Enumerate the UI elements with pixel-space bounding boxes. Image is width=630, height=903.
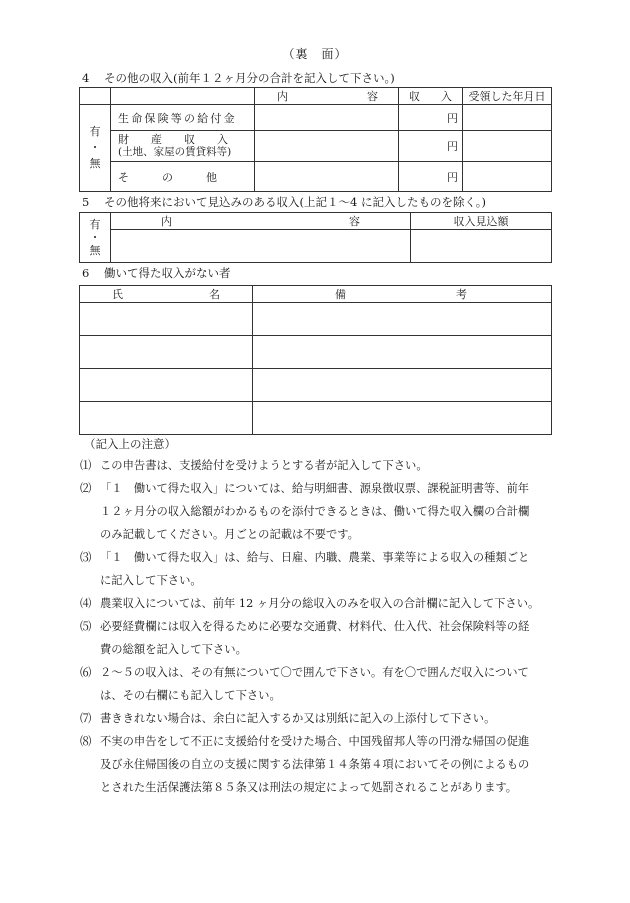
note-marker: ⑻ bbox=[80, 735, 92, 748]
section5-table bbox=[79, 212, 552, 263]
yen-unit: 円 bbox=[447, 140, 458, 153]
note-line: 必要経費欄には収入を得るために必要な交通費、材料代、仕入代、社会保険料等の経 bbox=[100, 620, 530, 633]
note-line: ２～５の収入は、その有無について〇で囲んで下さい。有を〇で囲んだ収入について bbox=[100, 666, 529, 679]
section4-row bbox=[80, 131, 552, 162]
name-field[interactable] bbox=[80, 303, 253, 336]
note-line: １２ヶ月分の収入総額がわかるものを添付できるときは、働いて得た収入欄の合計欄 bbox=[100, 504, 530, 518]
yes-label: 有 bbox=[89, 218, 101, 231]
header-blank-cell bbox=[80, 88, 111, 105]
remarks-field[interactable] bbox=[253, 369, 552, 402]
dot-separator: ・ bbox=[89, 141, 101, 154]
header-income bbox=[399, 88, 463, 105]
header-name bbox=[80, 286, 253, 303]
note-marker: ⑴ bbox=[80, 459, 92, 472]
section5-number: 5 bbox=[82, 195, 90, 209]
header-content-char: 内 bbox=[277, 90, 367, 103]
section4-row bbox=[80, 105, 552, 131]
note-line: に記入して下さい。 bbox=[100, 573, 202, 587]
header-content-char: 内 bbox=[161, 215, 349, 228]
header-income-char: 入 bbox=[441, 90, 452, 103]
note-marker: ⑺ bbox=[80, 712, 92, 725]
name-field[interactable] bbox=[80, 336, 253, 369]
note-line: 費の総額を記入して下さい。 bbox=[100, 642, 247, 656]
date-field[interactable] bbox=[463, 131, 552, 162]
header-expected-income: 収入見込額 bbox=[411, 213, 552, 230]
no-label: 無 bbox=[89, 244, 101, 257]
header-name-char: 氏 bbox=[112, 288, 209, 301]
note-item bbox=[80, 616, 560, 662]
yes-label: 有 bbox=[89, 125, 101, 138]
row-label bbox=[111, 131, 255, 162]
dot-separator: ・ bbox=[89, 231, 101, 244]
page-title: （裏 面） bbox=[282, 47, 348, 61]
row-label: 生命保険等の給付金 bbox=[111, 105, 255, 131]
note-marker: ⑸ bbox=[80, 620, 92, 633]
section4-number: 4 bbox=[82, 71, 90, 85]
yen-unit: 円 bbox=[447, 111, 458, 125]
content-field[interactable] bbox=[255, 162, 399, 192]
section4-row bbox=[80, 162, 552, 192]
note-line: 「１ 働いて得た収入」については、給与明細書、源泉徴収票、課税証明書等、前年 bbox=[100, 482, 530, 495]
note-line: とされた生活保護法第８５条又は刑法の規定によって処罰されることがあります。 bbox=[100, 780, 518, 794]
row-label: そ の 他 bbox=[111, 162, 255, 192]
note-marker: ⑷ bbox=[80, 597, 92, 610]
date-field[interactable] bbox=[463, 105, 552, 131]
notes-title: （記入上の注意） bbox=[84, 437, 176, 451]
note-line: この申告書は、支援給付を受けようとする者が記入して下さい。 bbox=[100, 459, 428, 472]
amount-field[interactable] bbox=[399, 105, 463, 131]
section6-title: 働いて得た収入がない者 bbox=[104, 266, 231, 280]
note-line: は、その右欄にも記入して下さい。 bbox=[100, 688, 281, 702]
expected-amount-field[interactable] bbox=[411, 230, 552, 263]
section4-header-row bbox=[80, 88, 552, 105]
row-label-sub: (土地、家屋の賃貸料等) bbox=[118, 146, 232, 158]
yes-no-label bbox=[80, 105, 111, 192]
note-item bbox=[80, 455, 560, 478]
header-income-char: 収 bbox=[409, 90, 441, 103]
no-label: 無 bbox=[89, 157, 101, 170]
date-field[interactable] bbox=[463, 162, 552, 192]
header-name-char: 名 bbox=[209, 288, 220, 301]
note-line: 農業収入については、前年 12 ヶ月分の総収入のみを収入の合計欄に記入して下さい。 bbox=[100, 597, 540, 610]
header-remarks-char: 考 bbox=[456, 288, 467, 301]
remarks-field[interactable] bbox=[253, 303, 552, 336]
note-marker: ⑶ bbox=[80, 551, 92, 564]
content-field[interactable] bbox=[255, 105, 399, 131]
header-remarks bbox=[253, 286, 552, 303]
section6-row bbox=[80, 303, 552, 336]
row-label-main: 財 産 収 入 bbox=[118, 133, 228, 146]
header-content bbox=[255, 88, 399, 105]
note-line: 不実の申告をして不正に支援給付を受けた場合、中国残留邦人等の円滑な帰国の促進 bbox=[100, 735, 530, 748]
note-item bbox=[80, 547, 560, 593]
section6-row bbox=[80, 336, 552, 369]
section5-row bbox=[80, 230, 552, 263]
note-item bbox=[80, 662, 560, 708]
note-marker: ⑵ bbox=[80, 482, 92, 495]
remarks-field[interactable] bbox=[253, 336, 552, 369]
section5-heading bbox=[82, 194, 486, 210]
section6-row bbox=[80, 402, 552, 435]
note-line: 「１ 働いて得た収入」は、給与、日雇、内職、農業、事業等による収入の種類ごと bbox=[100, 551, 530, 564]
note-marker: ⑹ bbox=[80, 666, 92, 679]
note-item bbox=[80, 708, 560, 731]
yes-no-label bbox=[80, 213, 111, 263]
yen-unit: 円 bbox=[447, 170, 458, 184]
note-item bbox=[80, 478, 560, 546]
section6-row bbox=[80, 369, 552, 402]
content-field[interactable] bbox=[255, 131, 399, 162]
name-field[interactable] bbox=[80, 402, 253, 435]
amount-field[interactable] bbox=[399, 162, 463, 192]
remarks-field[interactable] bbox=[253, 402, 552, 435]
header-content bbox=[111, 213, 411, 230]
section5-title: その他将来において見込みのある収入(上記１～4 に記入したものを除く。) bbox=[104, 195, 486, 209]
header-remarks-char: 備 bbox=[335, 288, 456, 301]
section6-number: 6 bbox=[82, 266, 90, 280]
header-blank-cell bbox=[111, 88, 255, 105]
header-content-char: 容 bbox=[349, 215, 360, 228]
note-line: 書ききれない場合は、余白に記入するか又は別紙に記入の上添付して下さい。 bbox=[100, 712, 496, 725]
section6-header-row bbox=[80, 286, 552, 303]
amount-field[interactable] bbox=[399, 131, 463, 162]
name-field[interactable] bbox=[80, 369, 253, 402]
header-content-char: 容 bbox=[367, 90, 378, 103]
note-item bbox=[80, 593, 560, 616]
section6-table bbox=[79, 285, 552, 435]
section5-header-row bbox=[80, 213, 552, 230]
note-line: のみ記載してください。月ごとの記載は不要です。 bbox=[100, 527, 359, 541]
section4-table bbox=[79, 87, 552, 192]
content-field[interactable] bbox=[111, 230, 411, 263]
section4-heading bbox=[82, 70, 395, 86]
section6-heading bbox=[82, 265, 231, 281]
note-item bbox=[80, 731, 560, 799]
note-line: 及び永住帰国後の自立の支援に関する法律第１４条第４項においてその例によるもの bbox=[100, 757, 530, 771]
section4-title: その他の収入(前年１２ヶ月分の合計を記入して下さい。) bbox=[104, 71, 395, 85]
header-received-date: 受領した年月日 bbox=[463, 88, 552, 105]
